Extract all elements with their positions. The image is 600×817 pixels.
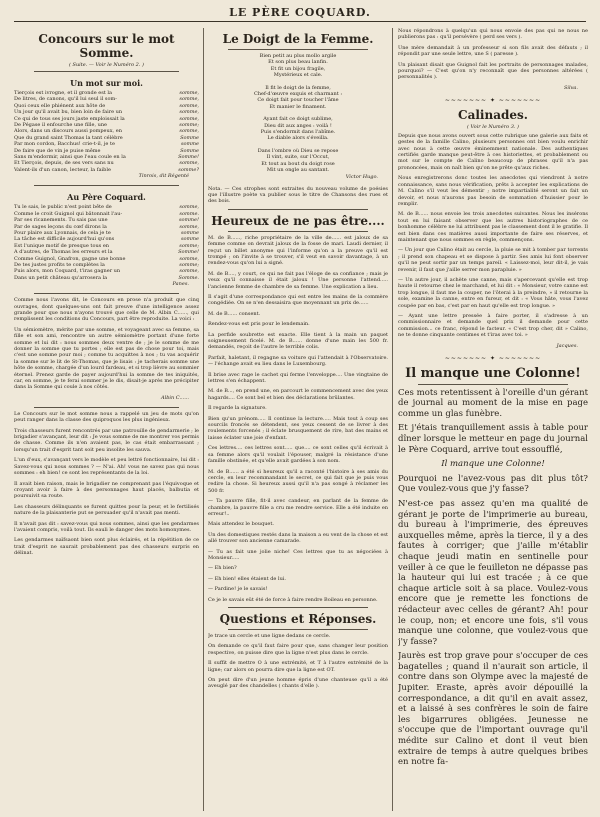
- paragraph: Ce je le savais eût été de force à faire rendre Boileau en personne.: [208, 596, 378, 603]
- paragraph: Nous répondrons à quelqu'un qui nous envoie des pas qui ne nous ne publierons pas : qu'il persévère ( perd ses vers ).: [398, 28, 588, 41]
- verse-rhyme: somme;: [179, 122, 199, 129]
- poem-line: Chef-d'œuvre exquis et charmant :: [254, 91, 342, 98]
- paragraph: Et j'étais tranquillement assis à table pour dîner lorsque le metteur en page du journal le Père Coquard, arrive tout essoufflé,: [398, 423, 588, 455]
- paragraph: Nous enregistrerons donc toutes les anecdotes qui viendront à notre connaissance, sans nous vérification, prêts à accepter les explications de M. Calino s'il veut les démentir ; notre impartialité seront un fait un devoir, et nous n'aurons pas besoin de sommation d'huissier pour le remplir.: [398, 175, 588, 207]
- manque-article: [398, 366, 588, 768]
- verse-rhyme: Somme!: [178, 154, 199, 161]
- verse-rhyme: somme: [180, 141, 199, 148]
- paragraph: Il s'agit d'une correspondance qui est entre les mains de la commère congédiée. On se n'en dessaisira que moyennant un prix de......: [208, 293, 388, 307]
- paragraph: Ces lettres.... ces lettres sont..... que.... ce sont celles qu'il écrivait à sa femme alors qu'il voulait l'épouser, malgré la résistance d'une famille obstinée, et qu'elle avait gardées à son nom.: [208, 445, 388, 465]
- verse-text: Quoi ceux elle phiénent aux hôte de: [14, 102, 106, 109]
- paragraph: — Un autre jour, il achète une canne, mais s'apercevant qu'elle est trop haute il retourne chez le marchand, et lui dit : « Monsieur, votre canne est trop longue, il faut me la couper, ne l'ôterai à la preindre, » il retourne la sole, examine la canne, entre en fureur, et dit : « Vous hâte, vous l'avez coupée par en bas, c'est par en haut qu'elle est trop longue. »: [398, 276, 588, 309]
- paragraph: Une mère demandait à un professeur si son fils avait des défauts ; il répondit par une seule lettre, une S ( paresse ).: [398, 44, 588, 58]
- ornament-divider: ~~~~~~~ ✦ ~~~~~~~: [444, 354, 542, 362]
- verse-rhyme: somme,: [179, 96, 199, 103]
- verse-text: Comme Guignol, Gnafron, gagne une bonne: [14, 255, 126, 262]
- paragraph: Bien qu'un prénom..... Il continue la lecture..... Mais tout à coup ses sourcils froncés se détendent, ses yeux cessent de se livrer à des roulements forcenés ; il éclate brusquement de rire, bat des mains et laisse éclater une joie d'enfant.: [208, 415, 388, 441]
- paragraph: Le Concours sur le mot somme nous a rappelé un jeu de mots qu'on peut ranger dans la classe des quiproquos les plus ingénieux.: [14, 410, 199, 424]
- verse-block: [14, 204, 199, 281]
- verse-text: La tâche est difficile aujourd'hui qu'ons: [14, 236, 115, 243]
- paragraph: — Ta pauvre fille, fit-il avec candeur, en parlant de la femme de chambre, la pauvre fille a cru me rendre service. Elle a été induite en erreur!..: [208, 498, 388, 517]
- paragraph: Il brise avec rage le cachet qui ferme l'enveloppe.... Une vingtaine de lettres s'en échappent.: [208, 371, 388, 385]
- verse-text: Dans un petit château qu'arrosera la: [14, 274, 108, 281]
- poem-line: Et manier le finament.: [269, 103, 327, 110]
- column-2: [208, 28, 388, 811]
- poem-line: Il fit le doigt de la femme,: [265, 84, 331, 91]
- verse-text: Par mon cordon, Bacchus! crie-t-il, je te: [14, 141, 115, 148]
- verse-text: A d'autres, de Thomas les erreurs et la: [14, 249, 113, 256]
- divider: [228, 49, 368, 50]
- article-title: Questions et Réponses.: [219, 612, 377, 626]
- verse-text: Tierçois est ivrogne, et il gronde est la: [14, 90, 112, 96]
- verse-rhyme: somme,: [179, 90, 199, 96]
- divider: [228, 209, 368, 210]
- verse-rhyme: somme,: [179, 102, 199, 109]
- divider: [418, 384, 568, 385]
- signature: Panes.: [172, 281, 189, 288]
- paragraph: M. de B..., en prend une, en parcourt le commencement avec des yeux hagards.... Ce sont bel et bien des déclarations brûlantes.: [208, 388, 388, 401]
- paragraph: Depuis que nous avons ouvert sous cette rubrique une galerie aux faits et gestes de la famille Calino, plusieurs personnes ont bien voulu enrichir avec nous à cette œuvre éminemment nationale. Des authentiques certifiés garde manque peut-être à ces historiettes, et probablement ou mot sur le compte de Calino beaucoup de phrases qu'il n'a pas prononcées, mais on naît bien qu'on ne prête qu'aux riches.: [398, 132, 588, 171]
- column-1: [14, 28, 199, 811]
- paragraph: — Eh bien?: [208, 565, 237, 572]
- verse-text: Est l'unique motif de presque tous en: [14, 242, 110, 249]
- paragraph: On demande ce qu'il faut faire pour que, sans changer leur position respective, on puisse dire que la ligne n'est plus dans le cercle.: [208, 643, 388, 656]
- poem-line: Dans l'ombre où Dieu se repose: [257, 147, 339, 154]
- verse-rhyme: somme,: [179, 268, 199, 275]
- paragraph: Il avait bien raison, mais le brigadier ne comprenant pas l'équivoque et croyant avoir à faire à des personnages haut placés, balbutia et poursuivit sa route.: [14, 480, 199, 500]
- paragraph: Trois chasseurs furent rencontrés par une patrouille de gendarmerie ; le brigadier s'avançant, leur dit : Je vous somme de me montrer vos permis de chasse. Comme ils n'en avaient pas, le cas était embarrassant ; lorsqu'un trait d'esprit tant soit peu insolite les sauva.: [14, 427, 199, 453]
- verse-text: De Pégase il enfourche une fille, une: [14, 122, 108, 129]
- paragraph: M. de B...... nous envoie les trois anecdotes suivantes. Nous les insérons tout en lui faisant observer que les autres historiographes de ce bonhomme célèbre ne lui attribuent pas le classement dont il le gratifie. Il est bien dans ces matières aussi importante de faire ses réserves, et maintenant que nous sommes en règle, commençons.: [398, 211, 588, 243]
- paragraph: Nota. — Ces strophes sont extraites du nouveau volume de poésies que l'illustre poète va publier sous le titre de Chansons des rues et des bois.: [208, 185, 388, 205]
- verse-text: Ce qui de tous ses jours jaste emploissait la: [14, 115, 125, 122]
- divider: [34, 407, 179, 408]
- section-title: Un mot sur moi.: [70, 78, 143, 88]
- divider: [34, 293, 179, 294]
- signature: Tinrois, dit Régenté: [138, 173, 189, 180]
- paragraph: La perfide soubrette est exacte. Elle tient à la main un paquet soigneusement ficelé. M. de B...... donne d'une main les 500 fr. demandés, reçoit de l'autre le terrible colis.: [208, 331, 388, 351]
- column-3: [398, 28, 588, 811]
- verse-rhyme: somme?: [178, 166, 199, 173]
- paragraph: N'est-ce pas assez qu'en ma qualité de gérant je porte de l'imprimerie au bureau, du bureau à l'imprimerie, des épreuves auxquelles même, après la tierce, il y a des fautes à corriger; que j'aille m'établir chaque jeudi matin en sentinelle pour veiller à ce que le feuilleton ne dépasse pas la hauteur qui lui est tracée ; à ce que chaque article soit à sa place. Voulez-vous encore que je remette les fonctions de rédacteur avec celles de gérant? Ah! pour le coup, non; et encore une fois, s'il vous manque une colonne, que voulez-vous que j'y fasse?: [398, 498, 588, 647]
- paragraph: Pourquoi ne l'avez-vous pas dit plus tôt? Que voulez-vous que j'y fasse?: [398, 473, 588, 495]
- verse-text: Valent-ils d'un canon, lecteur, la faible: [14, 166, 111, 173]
- paragraph: Parfait, haletant, il regagne sa voiture qui l'attendait à l'Observatoire. — l'échange avait eu lieu dans le Luxembourg.: [208, 354, 388, 368]
- verse-text: Comme le croit Guignol qui bâtonnait l'au-: [14, 210, 123, 217]
- verse-text: Alors, dans un discours aussi pompeux, en: [14, 128, 122, 135]
- poem-line: Il vint, suite, sur l'Occut,: [266, 154, 330, 161]
- column-divider: [392, 28, 393, 811]
- section-title: Au Père Coquard.: [67, 192, 146, 203]
- verse-rhyme: somme: [180, 229, 199, 236]
- poem-line: Mit un ongle au santant.: [266, 167, 330, 174]
- calinades-title: Calinades.: [458, 107, 528, 122]
- concours-subtitle: ( Suite. — Voir le Numéro 2. ): [68, 62, 144, 68]
- signature: Silva.: [563, 84, 578, 91]
- verse-text: Un jour qu'il avait bu, bien loin de faire un: [14, 109, 123, 116]
- verse-block: [14, 90, 199, 173]
- divider: [34, 185, 179, 186]
- paragraph: — Tu as fait une jolie niche! Ces lettres que tu as négociées à Monsieur.....: [208, 548, 388, 561]
- divider: [228, 231, 368, 232]
- paragraph: — Un jour que Calino était au cercle, la pluie se mit à tomber par torrents ; il prend son chapeau et se dispose à partir. Ses amis lui font observer qu'il ne peut sortir par un temps pareil. « Laissez-moi, leur dit-il, je vais revenir, il faut que j'aille serrer mon parapluie. »: [398, 247, 588, 273]
- paragraph: M. de B...... consent.: [208, 310, 261, 317]
- paragraph: — Eh bien! elles étaient de lui.: [208, 575, 286, 582]
- concours-title: Concours sur le mot Somme.: [38, 32, 175, 60]
- paragraph: M. de B...., y court, ce qui ne fait pas l'éloge de sa confiance ; mais je veux qu'il connaisse il était jaloux ! Une personne l'attend..... l'ancienne femme de chambre de sa femme. Une explication a lieu.: [208, 270, 388, 290]
- verse-text: Et Tierçois, depuis, de ses vers sans nu: [14, 160, 114, 167]
- paragraph: Mais attendez le bouquet.: [208, 521, 274, 528]
- poem-line: Et son plus beau lanfin.: [268, 59, 328, 66]
- verse-text: De faire que de vin je puise même: [14, 147, 101, 154]
- article-title: Heureux de ne pas être....: [211, 213, 385, 228]
- poem-line: Puis s'endormit dans l'abîme.: [260, 129, 336, 136]
- divider: [228, 629, 368, 630]
- verse-text: Que du grand saint Thomas la tant célèbre: [14, 134, 123, 141]
- paragraph: Un sémiomètre, mérite par une somme, et voyageant avec sa femme, sa fille et son ami, rencontre un autre sémiomètre portant d'une forte somme et lui dit : nous sommes deux ventre de ; je le somme de me donner la somme que tu portes ; elle est pas de chose pour toi, mais c'est une somme pour moi ; comme tu acquittes à nos ; tu vas acquérir la somme sur le lit de St-Thomas, que je lisais : je tacherais somme une hôte de somme, chargée d'un lourd fardeau, et si trop lièvre au sommier éternel. Prenez garde de payer aujourd'hui la somme de tes iniquités, car, en somme, je te ferai sommer je le dis, disait-je après me précipiter dans la Somme qui coule à nos côtés.: [14, 326, 199, 391]
- verse-rhyme: Somme: [180, 147, 199, 154]
- paragraph: Je trace un cercle et une ligne dedans ce cercle.: [208, 633, 331, 639]
- poem-line: Dieu dit aux anges : voilà !: [264, 122, 332, 129]
- paragraph: Les chasseurs délinquants se furent quittes pour la peur, et le fertilisés nature de la plaisanterie put se persuader qu'il n'avait pas menti.: [14, 503, 199, 517]
- poem-line: Le diable alors s'éveilla.: [267, 135, 329, 142]
- paragraph: M. de B...... a été si heureux qu'il a raconté l'histoire à ses amis du cercle, en leur recommandant le secret, ce qui fait que je puis vous redire la chose. Si heureux aussi qu'il n'a pas songé à réclamer les 500 fr.: [208, 468, 388, 494]
- paragraph: — Ayant une lettre pressée à faire porter, il s'adresse à un commissionnaire et demande quel prix il demande pour cette commission... ce franc, répond le facteur. « C'est trop cher, dit » Calino, ne te donne cinquante centimes et t'iras avec toi. »: [398, 313, 588, 339]
- signature: Albin C......: [160, 394, 189, 401]
- divider: [34, 71, 179, 72]
- poem-line: Et tout au bout du doigt rose: [261, 160, 335, 167]
- verse-rhyme: Somme: [180, 134, 199, 141]
- verse-rhyme: somme: [180, 236, 199, 243]
- poem-line: Bien petit au plus mollo argile: [259, 53, 337, 59]
- ornament-divider: ~~~~~~~ ✦ ~~~~~~~: [444, 96, 542, 104]
- paragraph: On peut dire d'un jeune homme épris d'une chanteuse qu'il a été aveuglé par des chandelles ( chants d'elle ).: [208, 677, 388, 690]
- paragraph: L'un d'eux, s'avançant vers le modèle et peu lettré fonctionnaire, lui dit : Savez-vous qui nous sommes ? — N'ai. Ah! vous ne savez pas qui nous sommes : eh bien! ce sont les représentants de la loi.: [14, 457, 199, 477]
- verse-rhyme: somme,: [179, 204, 199, 211]
- article-title: Il manque une Colonne!: [405, 365, 581, 381]
- verse-rhyme: Somme!: [178, 249, 199, 256]
- paragraph: Un des domestiques restés dans la maison a eu vent de la chose et est allé trouver son ancienne camarade.: [208, 531, 388, 545]
- verse-text: Par de sages leçons du cœf dirons la: [14, 223, 107, 230]
- divider: [228, 607, 368, 608]
- paragraph: Les gendarmes naïfsaont bien sont plus éclairés, et la répétition de ce trait d'esprit ne saurait probablement pas des chasseurs surpris en délinat.: [14, 537, 199, 557]
- verse-text: Par ses ricanements. Tu sais pas une: [14, 217, 108, 224]
- paragraph: Un plaisant disait que Guignol fait les portraits de personnages malades, pourquoi? — C'est qu'on n'y reconnaît que des personnes altérées ( personnalités ).: [398, 61, 588, 81]
- paragraph: Rendez-vous est pris pour le lendemain.: [208, 321, 310, 328]
- verse-rhyme: somme,: [179, 109, 199, 116]
- verse-text: De litres, de canons, qu'il lui seul il som-: [14, 96, 117, 103]
- paragraph: Il n'avait pas dit : savez-vous qui nous sommes, ainsi que les gendarmes l'avaient compris, voilà tout. Ils eauli le danger des mots homonymes.: [14, 520, 199, 533]
- verse-rhyme: somme,: [179, 128, 199, 135]
- verse-text: De tes justes profits te complètes la: [14, 261, 105, 268]
- paragraph: Comme nous l'avons dit, le Concours en prose n'a produit que cinq ouvrages, dont quelques-uns ont fait preuve d'une intelligence assez grande pour que nous n'ayons trouvé que celle de M. Albin C......, qui remplissent les conditions du Concours, part être reproduite. La voici :: [14, 297, 199, 323]
- verse-rhyme: somme,: [179, 160, 199, 167]
- verse-text: Tu le sais, le public n'est point bête de: [14, 204, 112, 211]
- calinades-subtitle: ( Voir le Numéro 3. ): [466, 123, 520, 130]
- poem-line: Mystérieux et cale.: [273, 72, 323, 79]
- paragraph: — Pardine! je le savais!: [208, 586, 268, 593]
- poem: [208, 53, 388, 174]
- paragraph: Il manque une Colonne!: [441, 459, 545, 470]
- verse-rhyme: Somme.: [178, 274, 199, 281]
- masthead: LE PÈRE COQUARD.: [229, 6, 371, 19]
- verse-rhyme: somme,: [179, 115, 199, 122]
- verse-text: Puis alors, mon Coquard, t'iras gagner un: [14, 268, 121, 275]
- verse-rhyme: somme;: [179, 261, 199, 268]
- poem-line: Et fit un bijou fragile,: [270, 65, 326, 72]
- paragraph: Il suffit de mettre O à une extrémité, et T à l'autre extrémité de la ligne; car alors on pourra dire que la ligne est OT.: [208, 660, 388, 673]
- verse-rhyme: somme,: [179, 255, 199, 262]
- column-divider: [203, 28, 204, 811]
- verse-text: Sans m'endormir, ainsi que l'eau coule en la: [14, 154, 126, 161]
- verse-rhyme: somme!: [178, 217, 199, 224]
- verse-rhyme: somme;: [179, 242, 199, 249]
- paragraph: M. de B......, riche propriétaire de la ville de...... est jaloux de sa femme comme on devrait jaloux de la fosse de mari. Laudi dernier, il reçut un billet anonyme qui l'informe qu'on a la preuve qu'il est trompé ; on l'invite à se trouver, s'il veut en savoir davantage, à un rendez-vous qu'on lui a signé.: [208, 234, 388, 267]
- verse-text: Pour plaire aux Lyonnais, de cela je te: [14, 229, 111, 236]
- verse-rhyme: somme.: [179, 210, 199, 217]
- verse-rhyme: somme,: [179, 223, 199, 230]
- paragraph: Jaurès est trop grave pour s'occuper de ces bagatelles ; quand il n'aurait son article, il contre dans son Olympe avec la majesté de Jupiter. Eraste, après avoir dépouillé la correspondance, a dit qu'il en avait assez, et a laissé à ses confrères le soin de faire les bigarrures obligées. Jeunesse ne s'occupe que de l'important ouvrage qu'il médite sur Calino et dont il veut bien extraire de temps à autre quelques bribes en notre fa-: [398, 651, 588, 768]
- signature: Jacques.: [556, 342, 578, 349]
- signature: Victor Hugo.: [345, 173, 378, 180]
- paragraph: Il regarde la signature.: [208, 405, 267, 412]
- poem-title: Le Doigt de la Femme.: [222, 32, 374, 46]
- poem-line: Ce doigt fait pour toucher l'âme: [257, 97, 339, 104]
- paragraph: Ces mots retentissent à l'oreille d'un gérant de journal au moment de la mise en page comme un glas funèbre.: [398, 387, 588, 419]
- top-rule: [14, 21, 586, 22]
- poem-line: Ayant fait ce doigt sublime,: [263, 116, 333, 123]
